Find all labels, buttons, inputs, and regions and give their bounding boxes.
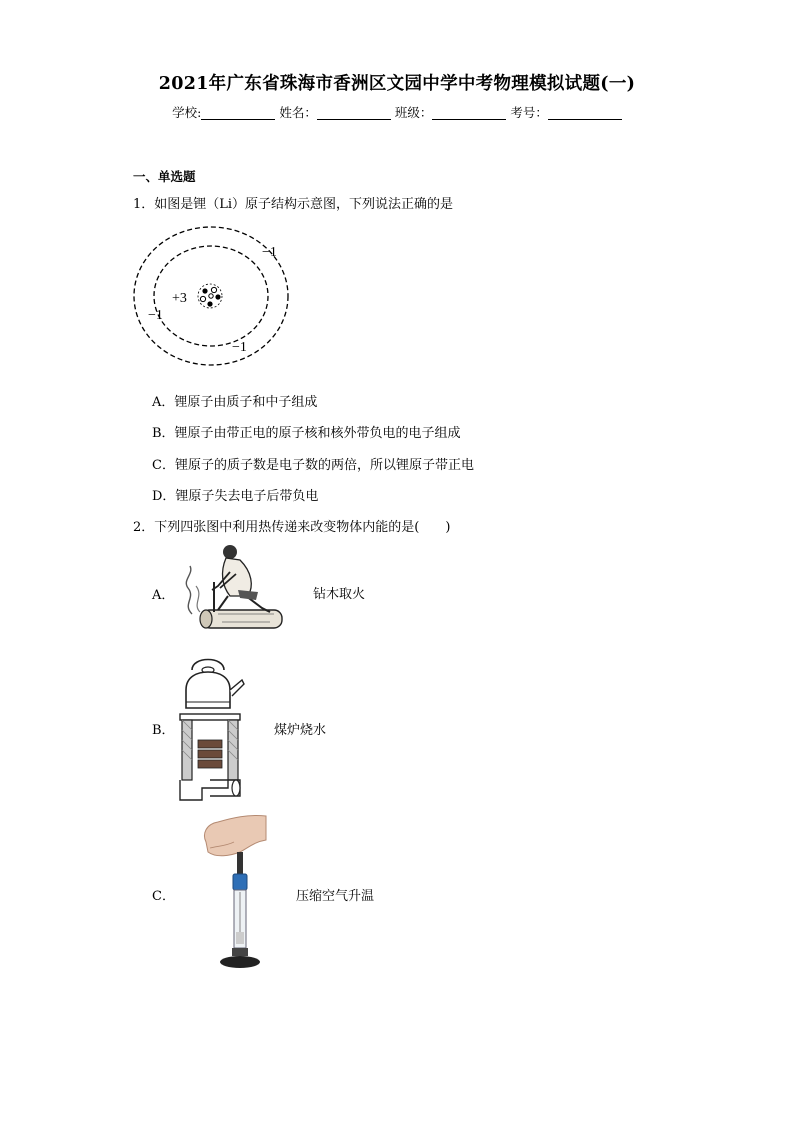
q1-option-d[interactable]: D．锂原子失去电子后带负电 <box>152 489 319 504</box>
q2-option-c-caption: 压缩空气升温 <box>296 889 375 904</box>
class-label: 班级： <box>394 105 433 120</box>
name-label: 姓名： <box>279 105 317 120</box>
coal-stove-kettle-icon <box>176 650 248 802</box>
name-blank[interactable] <box>317 106 391 120</box>
electron-label-bottom: −1 <box>232 340 247 355</box>
question-2-stem: 2．下列四张图中利用热传递来改变物体内能的是( ) <box>133 520 451 535</box>
question-1-stem: 1．如图是锂（Li）原子结构示意图，下列说法正确的是 <box>133 197 454 212</box>
drilling-wood-fire-icon <box>178 542 286 634</box>
section-title: 一、单选题 <box>133 169 196 184</box>
q1-option-b[interactable]: B．锂原子由带正电的原子核和核外带负电的电子组成 <box>152 426 461 441</box>
lithium-atom-diagram <box>128 218 298 368</box>
school-blank[interactable] <box>201 106 275 120</box>
student-info-line <box>0 103 794 121</box>
number-label: 考号： <box>510 105 548 120</box>
q2-option-a-letter[interactable]: A． <box>152 588 175 603</box>
air-compression-syringe-icon <box>196 812 274 972</box>
q2-option-a-caption: 钻木取火 <box>313 587 366 602</box>
nucleus-charge-label: +3 <box>172 291 187 306</box>
q2-option-b-letter[interactable]: B． <box>152 723 175 738</box>
nucleus-icon <box>198 284 222 308</box>
q1-option-a[interactable]: A．锂原子由质子和中子组成 <box>152 395 318 410</box>
page-title: 2021年广东省珠海市香洲区文园中学中考物理模拟试题(一) <box>158 74 636 94</box>
number-blank[interactable] <box>548 106 622 120</box>
school-label: 学校: <box>172 105 202 120</box>
q1-option-c[interactable]: C．锂原子的质子数是电子数的两倍，所以锂原子带正电 <box>152 458 474 473</box>
q2-option-c-letter[interactable]: C． <box>152 889 175 904</box>
electron-label-top-right: −1 <box>262 245 277 260</box>
class-blank[interactable] <box>432 106 506 120</box>
q2-option-b-caption: 煤炉烧水 <box>274 723 327 738</box>
electron-label-left: −1 <box>148 308 163 323</box>
